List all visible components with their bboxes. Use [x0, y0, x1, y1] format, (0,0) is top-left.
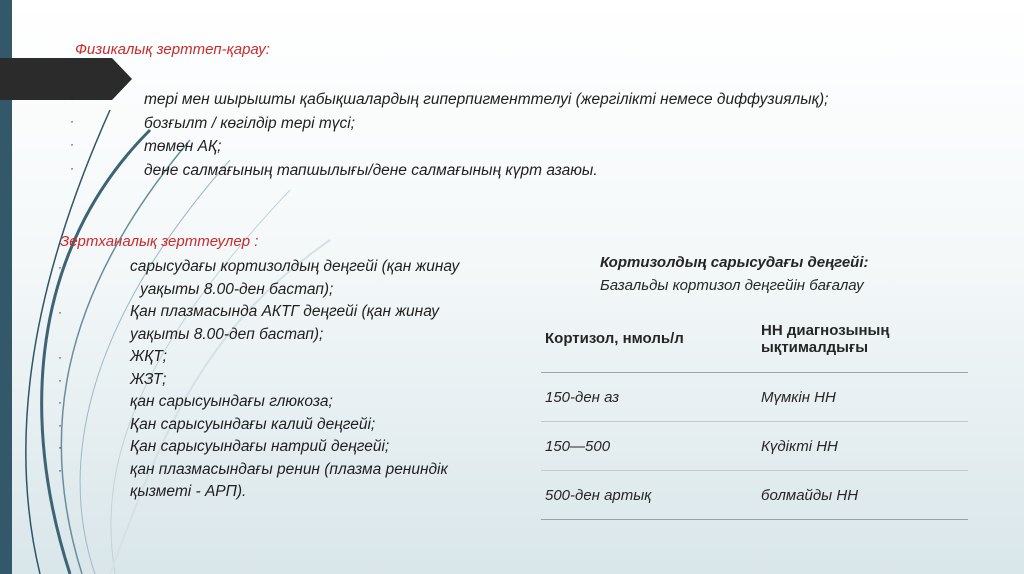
bullet: ·: [58, 372, 62, 387]
column-header-probability: НН диагнозының ықтималдығы: [757, 305, 968, 373]
bullet: ·: [70, 90, 74, 104]
column-header-cortisol: Кортизол, нмоль/л: [541, 305, 757, 373]
list-item: [70, 159, 970, 183]
bullet: ·: [70, 160, 74, 175]
table-header-row: [541, 305, 968, 373]
bullet: ·: [70, 113, 74, 128]
list-item-text: дене салмағының тапшылығы/дене салмағының күрт азаюы.: [144, 161, 598, 179]
table-cell: 500-ден артық: [541, 471, 757, 520]
table-cell: 150-ден аз: [541, 373, 757, 422]
cortisol-title: Кортизолдың сарысудағы деңгейі:: [600, 254, 869, 271]
list-item-text: тері мен шырышты қабықшалардың гиперпигменттелуі (жергілікті немесе диффузиялық);: [144, 91, 829, 108]
bullet: ·: [58, 417, 62, 432]
table-cell: Мүмкін НН: [757, 373, 968, 422]
list-item-text: Қан сарысуындағы калий деңгейі;: [130, 415, 376, 433]
bullet: ·: [58, 305, 62, 319]
list-item: [58, 391, 528, 414]
list-item-text-continued: қызметі - АРП).: [130, 483, 247, 500]
list-item: [58, 414, 528, 437]
lab-tests-title: Зертханалық зерттеулер :: [60, 233, 259, 250]
list-item-text: Қан плазмасында АКТГ деңгейі (қан жинау: [130, 303, 440, 320]
bullet: ·: [58, 395, 62, 409]
list-item: [58, 436, 528, 459]
bullet: ·: [70, 137, 74, 151]
table-cell: 150—500: [541, 422, 757, 471]
list-item: [70, 112, 970, 136]
list-item: [58, 459, 528, 504]
list-item-text: бозғылт / көгілдір тері түсі;: [144, 114, 355, 132]
list-item: [70, 135, 970, 159]
cortisol-subtitle: Базальды кортизол деңгейін бағалау: [600, 277, 864, 294]
list-item-text: Қан сарысуындағы натрий деңгейі;: [130, 438, 390, 455]
bullet: ·: [58, 440, 62, 454]
list-item: [70, 88, 970, 112]
physical-exam-title: Физикалық зерттеп-қарау:: [75, 41, 270, 58]
list-item-text-continued: уақыты 8.00-деп бастап);: [130, 325, 324, 343]
list-item: [58, 369, 528, 392]
bullet: ·: [58, 350, 62, 364]
list-item: [58, 346, 528, 369]
physical-exam-list: [70, 88, 970, 182]
lab-tests-list: [58, 256, 528, 504]
list-item: [58, 256, 528, 301]
list-item-text: ЖҚТ;: [130, 348, 167, 365]
bullet: ·: [58, 260, 62, 274]
table-cell: Күдікті НН: [757, 422, 968, 471]
list-item-text: төмен АҚ;: [144, 138, 222, 155]
list-item-text: ЖЗТ;: [130, 370, 167, 388]
table-row: [541, 422, 968, 471]
list-item: [58, 301, 528, 346]
table-row: [541, 471, 968, 520]
table-cell: болмайды НН: [757, 471, 968, 520]
cortisol-table: [541, 305, 968, 520]
table-row: [541, 373, 968, 422]
list-item-text: қан сарысуындағы глюкоза;: [130, 393, 333, 410]
list-item-text-continued: уақыты 8.00-ден бастап);: [140, 280, 334, 298]
list-item-text: қан плазмасындағы ренин (плазма рениндік: [130, 460, 448, 478]
bullet: ·: [58, 462, 62, 477]
list-item-text: сарысудағы кортизолдың деңгейі (қан жинау: [130, 258, 460, 275]
